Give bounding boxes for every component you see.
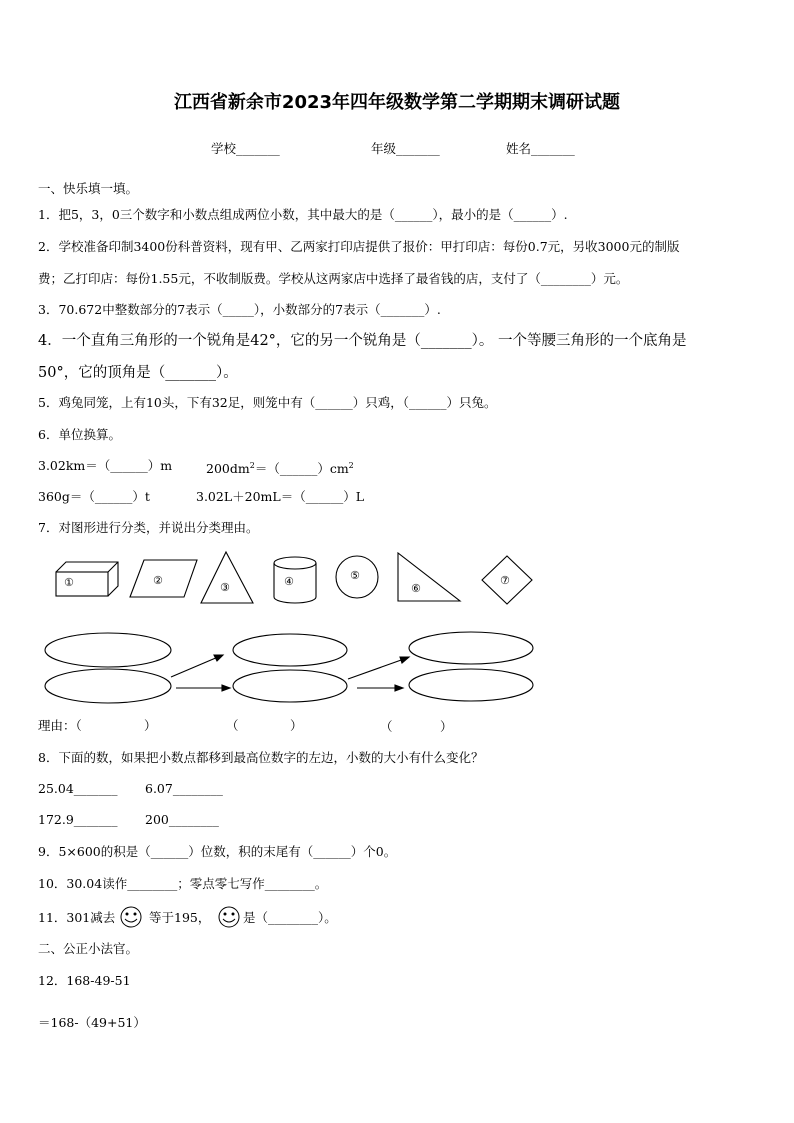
question-6-c: 360g＝（______）t: [38, 489, 150, 504]
question-8-a: 25.04_______: [38, 781, 118, 796]
smiley-face-icon: [121, 907, 141, 927]
question-9: 9．5×600的积是（______）位数，积的末尾有（______）个0。: [38, 844, 397, 859]
question-12-line-2: ＝168-（49+51）: [38, 1015, 146, 1030]
question-4-line-1: 4．一个直角三角形的一个锐角是42°，它的另一个锐角是（_______）。 一个等腰三角形的一个底角是: [38, 333, 687, 349]
grade-field[interactable]: 年级_______: [371, 141, 440, 156]
question-6-b-base: 200dm: [206, 461, 250, 477]
reason-label: 理由：（: [38, 718, 82, 733]
shape-label-7: ⑦: [500, 574, 510, 587]
shape-label-6: ⑥: [411, 582, 421, 595]
question-5: 5．鸡兔同笼，上有10头，下有32足，则笼中有（______）只鸡，（______）只兔。: [38, 395, 497, 410]
question-11-part-b: 等于195，: [149, 910, 211, 925]
question-8-c: 172.9_______: [38, 812, 118, 827]
question-6-a: 3.02km＝（______）m: [38, 458, 173, 473]
shape-label-1: ①: [64, 576, 74, 589]
question-12: 12．168-49-51: [38, 973, 131, 988]
page-title: 江西省新余市2023年四年级数学第二学期期末调研试题: [173, 92, 621, 113]
question-3: 3．70.672中整数部分的7表示（_____），小数部分的7表示（_______）.: [38, 302, 441, 317]
square-superscript: 2: [249, 461, 255, 470]
section-2-heading: 二、公正小法官。: [38, 941, 139, 956]
question-1: 1．把5，3，0三个数字和小数点组成两位小数，其中最大的是（______），最小的是（______）.: [38, 207, 568, 222]
reason-close-3: ）: [440, 719, 453, 734]
reason-close-1: ）: [144, 718, 157, 733]
school-field[interactable]: 学校_______: [211, 141, 280, 156]
question-10: 10．30.04读作________；零点零七写作________。: [38, 876, 328, 891]
question-8: 8．下面的数，如果把小数点都移到最高位数字的左边，小数的大小有什么变化？: [38, 750, 484, 765]
question-7: 7．对图形进行分类，并说出分类理由。: [38, 520, 259, 535]
reason-open-3: （: [380, 719, 393, 734]
question-11-part-c: 是（________）。: [243, 910, 337, 925]
question-2-line-1: 2．学校准备印制3400份科普资料，现有甲、乙两家打印店提供了报价：甲打印店：每份0.7元，另收3000元的制版: [38, 239, 680, 254]
square-superscript: 2: [348, 461, 354, 470]
question-8-d: 200________: [145, 812, 219, 827]
question-6-b-rest: ＝（______）cm: [254, 461, 349, 477]
question-8-b: 6.07________: [145, 781, 223, 796]
question-2-line-2: 费；乙打印店：每份1.55元，不收制版费。学校从这两家店中选择了最省钱的店，支付了（________）元。: [38, 271, 629, 286]
question-4-line-2: 50°，它的顶角是（_______）。: [38, 365, 238, 381]
shape-label-2: ②: [153, 574, 163, 587]
section-1-heading: 一、快乐填一填。: [38, 181, 139, 196]
reason-close-2: ）: [290, 718, 303, 733]
shape-label-4: ④: [284, 575, 294, 588]
shape-label-3: ③: [220, 581, 230, 594]
question-11-part-a: 11．301减去: [38, 910, 116, 925]
question-6: 6．单位换算。: [38, 427, 121, 442]
shape-label-5: ⑤: [350, 569, 360, 582]
reason-open-2: （: [226, 718, 239, 733]
name-field[interactable]: 姓名_______: [506, 141, 575, 156]
smiley-face-icon: [219, 907, 239, 927]
question-6-d: 3.02L＋20mL＝（______）L: [196, 489, 364, 504]
